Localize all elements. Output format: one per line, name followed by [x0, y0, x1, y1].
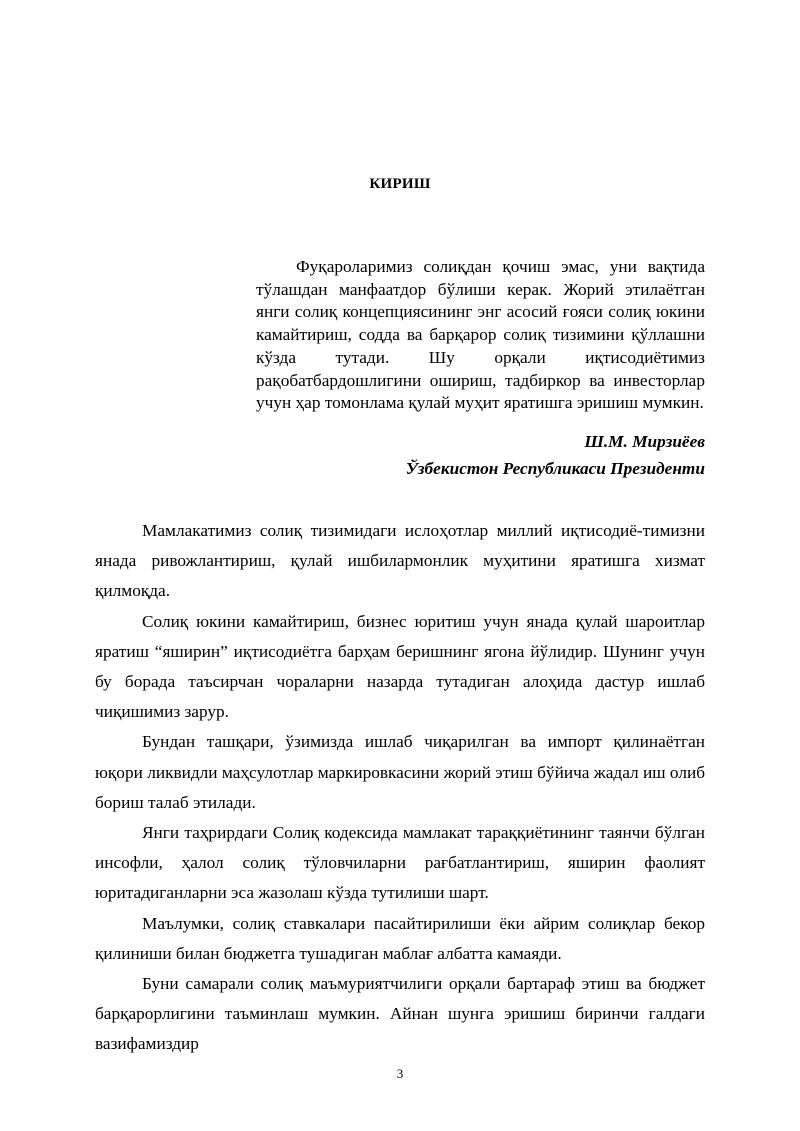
paragraph: Янги таҳрирдаги Солиқ кодексида мамлакат тараққиётининг таянчи бўлган инсофли, ҳалол солиқ тўловчиларни рағбатлантириш, яширин фаолият юритадиганларни эса жазолаш кўзда тутилиши шарт. [95, 823, 705, 903]
paragraph: Буни самарали солиқ маъмуриятчилиги орқали бартараф этиш ва бюджет барқарорлигини таъминлаш мумкин. Айнан шунга эришиш биринчи галдаги вазифамиздир [95, 974, 705, 1054]
epigraph-author: Ш.М. Мирзиёев [584, 432, 705, 451]
body-text [95, 516, 705, 1060]
page-number: 3 [396, 1066, 404, 1081]
paragraph: Солиқ юкини камайтириш, бизнес юритиш учун янада қулай шароитлар яратиш “яширин” иқтисодиётга барҳам беришнинг ягона йўлидир. Шунинг учун бу борада таъсирчан чораларни назарда тутадиган алоҳида дастур ишлаб чиқишимиз зарур. [95, 611, 705, 722]
page-heading: КИРИШ [369, 176, 431, 192]
epigraph-author-title: Ўзбекистон Республикаси Президенти [405, 459, 705, 478]
paragraph: Мамлакатимиз солиқ тизимидаги ислоҳотлар миллий иқтисодиё-тимизни янада ривожлантириш, қулай ишбилармонлик муҳитини яратишга хизмат қилмоқда. [95, 521, 705, 601]
epigraph-quote: Фуқароларимиз солиқдан қочиш эмас, уни вақтида тўлашдан манфаатдор бўлиши керак. Жорий этилаётган янги солиқ концепциясининг энг асосий ғояси солиқ юкини камайтириш, содда ва барқарор солиқ тизимини қўллашни кўзда тутади. Шу орқали иқтисодиётимиз рақобатбардошлигини ошириш, тадбиркор ва инвесторлар учун ҳар томонлама қулай муҳит яратишга эришиш мумкин. [256, 257, 705, 413]
paragraph: Маълумки, солиқ ставкалари пасайтирилиши ёки айрим солиқлар бекор қилиниши билан бюджетга тушадиган маблағ албатта камаяди. [95, 913, 705, 963]
paragraph: Бундан ташқари, ўзимизда ишлаб чиқарилган ва импорт қилинаётган юқори ликвидли маҳсулотлар маркировкасини жорий этиш бўйича жадал иш олиб бориш талаб этилади. [95, 732, 705, 812]
